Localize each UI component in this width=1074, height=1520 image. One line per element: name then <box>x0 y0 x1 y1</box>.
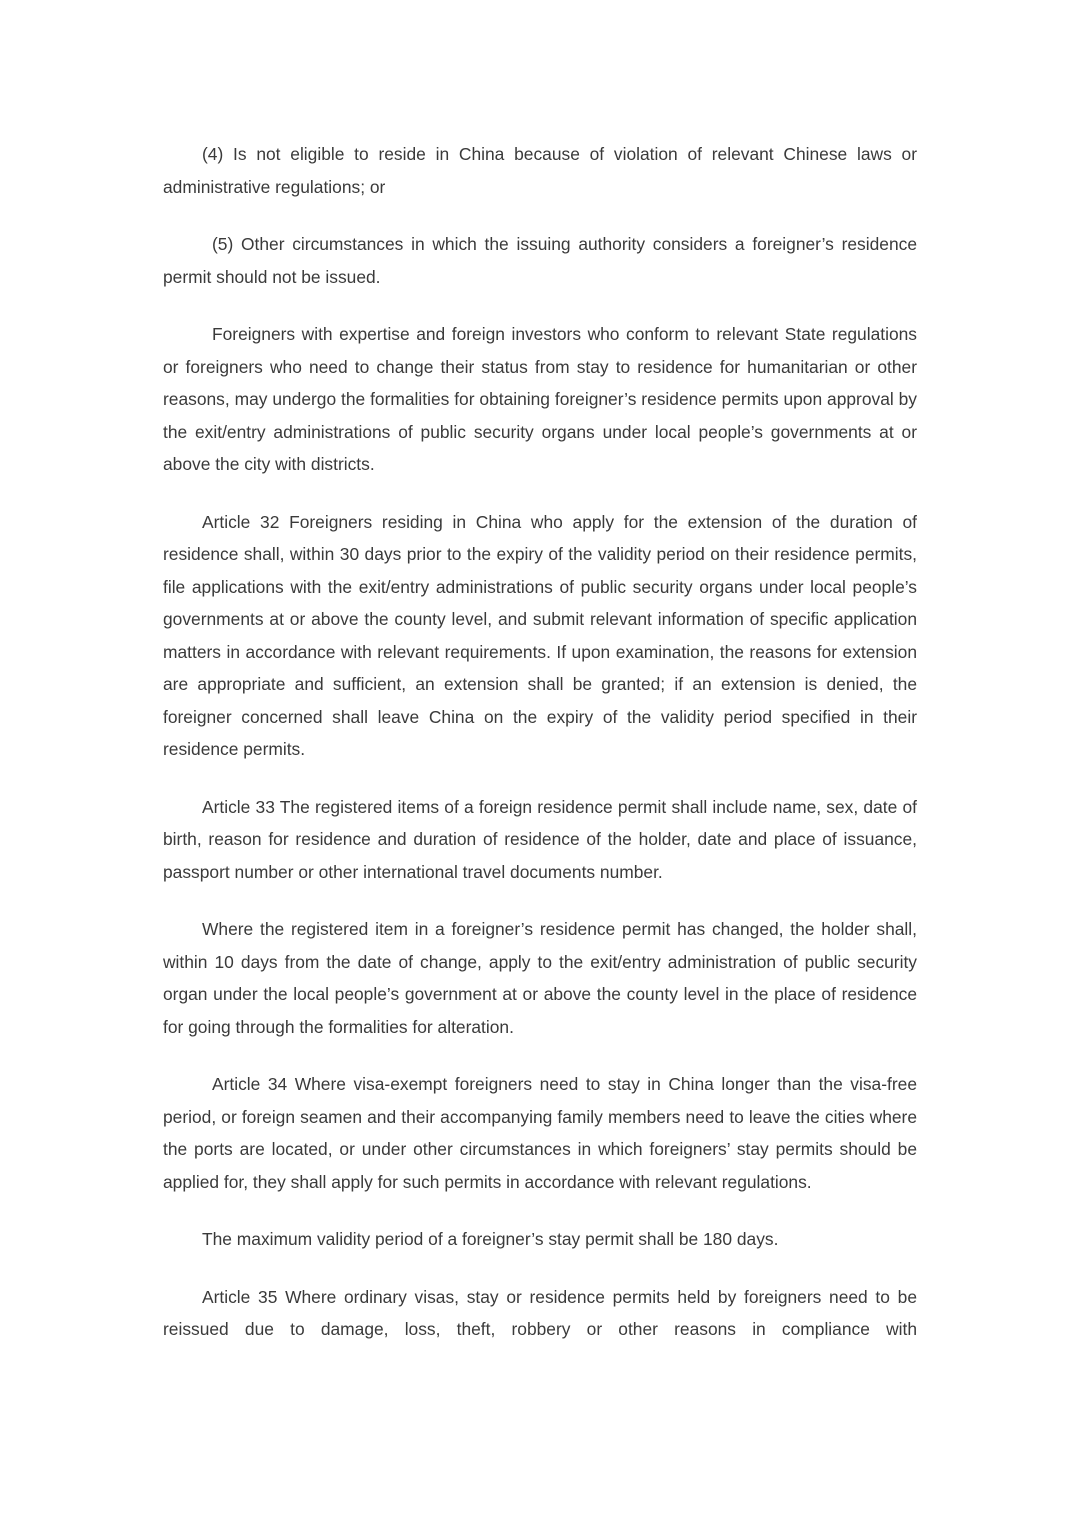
document-page <box>163 138 917 1346</box>
paragraph-registered-item-change: Where the registered item in a foreigner’s residence permit has changed, the holder shall, within 10 days from the date of change, apply to the exit/entry administration of public security organ under the local people’s government at or above the county level in the place of residence for going through the formalities for alteration. <box>163 919 917 1037</box>
paragraph-expertise-investors: Foreigners with expertise and foreign investors who conform to relevant State regulations or foreigners who need to change their status from stay to residence for humanitarian or other reasons, may undergo the formalities for obtaining foreigner’s residence permits upon approval by the exit/entry administrations of public security organs under local people’s governments at or above the city with districts. <box>163 324 917 474</box>
paragraph-article-34: Article 34 Where visa-exempt foreigners need to stay in China longer than the visa-free period, or foreign seamen and their accompanying family members need to leave the cities where the ports are located, or under other circumstances in which foreigners’ stay permits should be applied for, they shall apply for such permits in accordance with relevant regulations. <box>163 1074 917 1192</box>
paragraph-max-validity: The maximum validity period of a foreigner’s stay permit shall be 180 days. <box>202 1229 779 1249</box>
paragraph-item-5: (5) Other circumstances in which the issuing authority considers a foreigner’s residence permit should not be issued. <box>163 234 917 287</box>
paragraph-article-33: Article 33 The registered items of a foreign residence permit shall include name, sex, date of birth, reason for residence and duration of residence of the holder, date and place of issuance, passport number or other international travel documents number. <box>163 796 917 882</box>
paragraph-article-32: Article 32 Foreigners residing in China who apply for the extension of the duration of residence shall, within 30 days prior to the expiry of the validity period on their residence permits, file applications with the exit/entry administrations of public security organs under local people’s governments at or above the county level, and submit relevant information of specific application matters in accordance with relevant requirements. If upon examination, the reasons for extension are appropriate and sufficient, an extension shall be granted; if an extension is denied, the foreigner concerned shall leave China on the expiry of the validity period specified in their residence permits. <box>163 511 917 759</box>
paragraph-article-35: Article 35 Where ordinary visas, stay or residence permits held by foreigners need to be reissued due to damage, loss, theft, robbery or other reasons in compliance with <box>163 1286 917 1339</box>
paragraph-item-4: (4) Is not eligible to reside in China because of violation of relevant Chinese laws or administrative regulations; or <box>163 144 917 197</box>
